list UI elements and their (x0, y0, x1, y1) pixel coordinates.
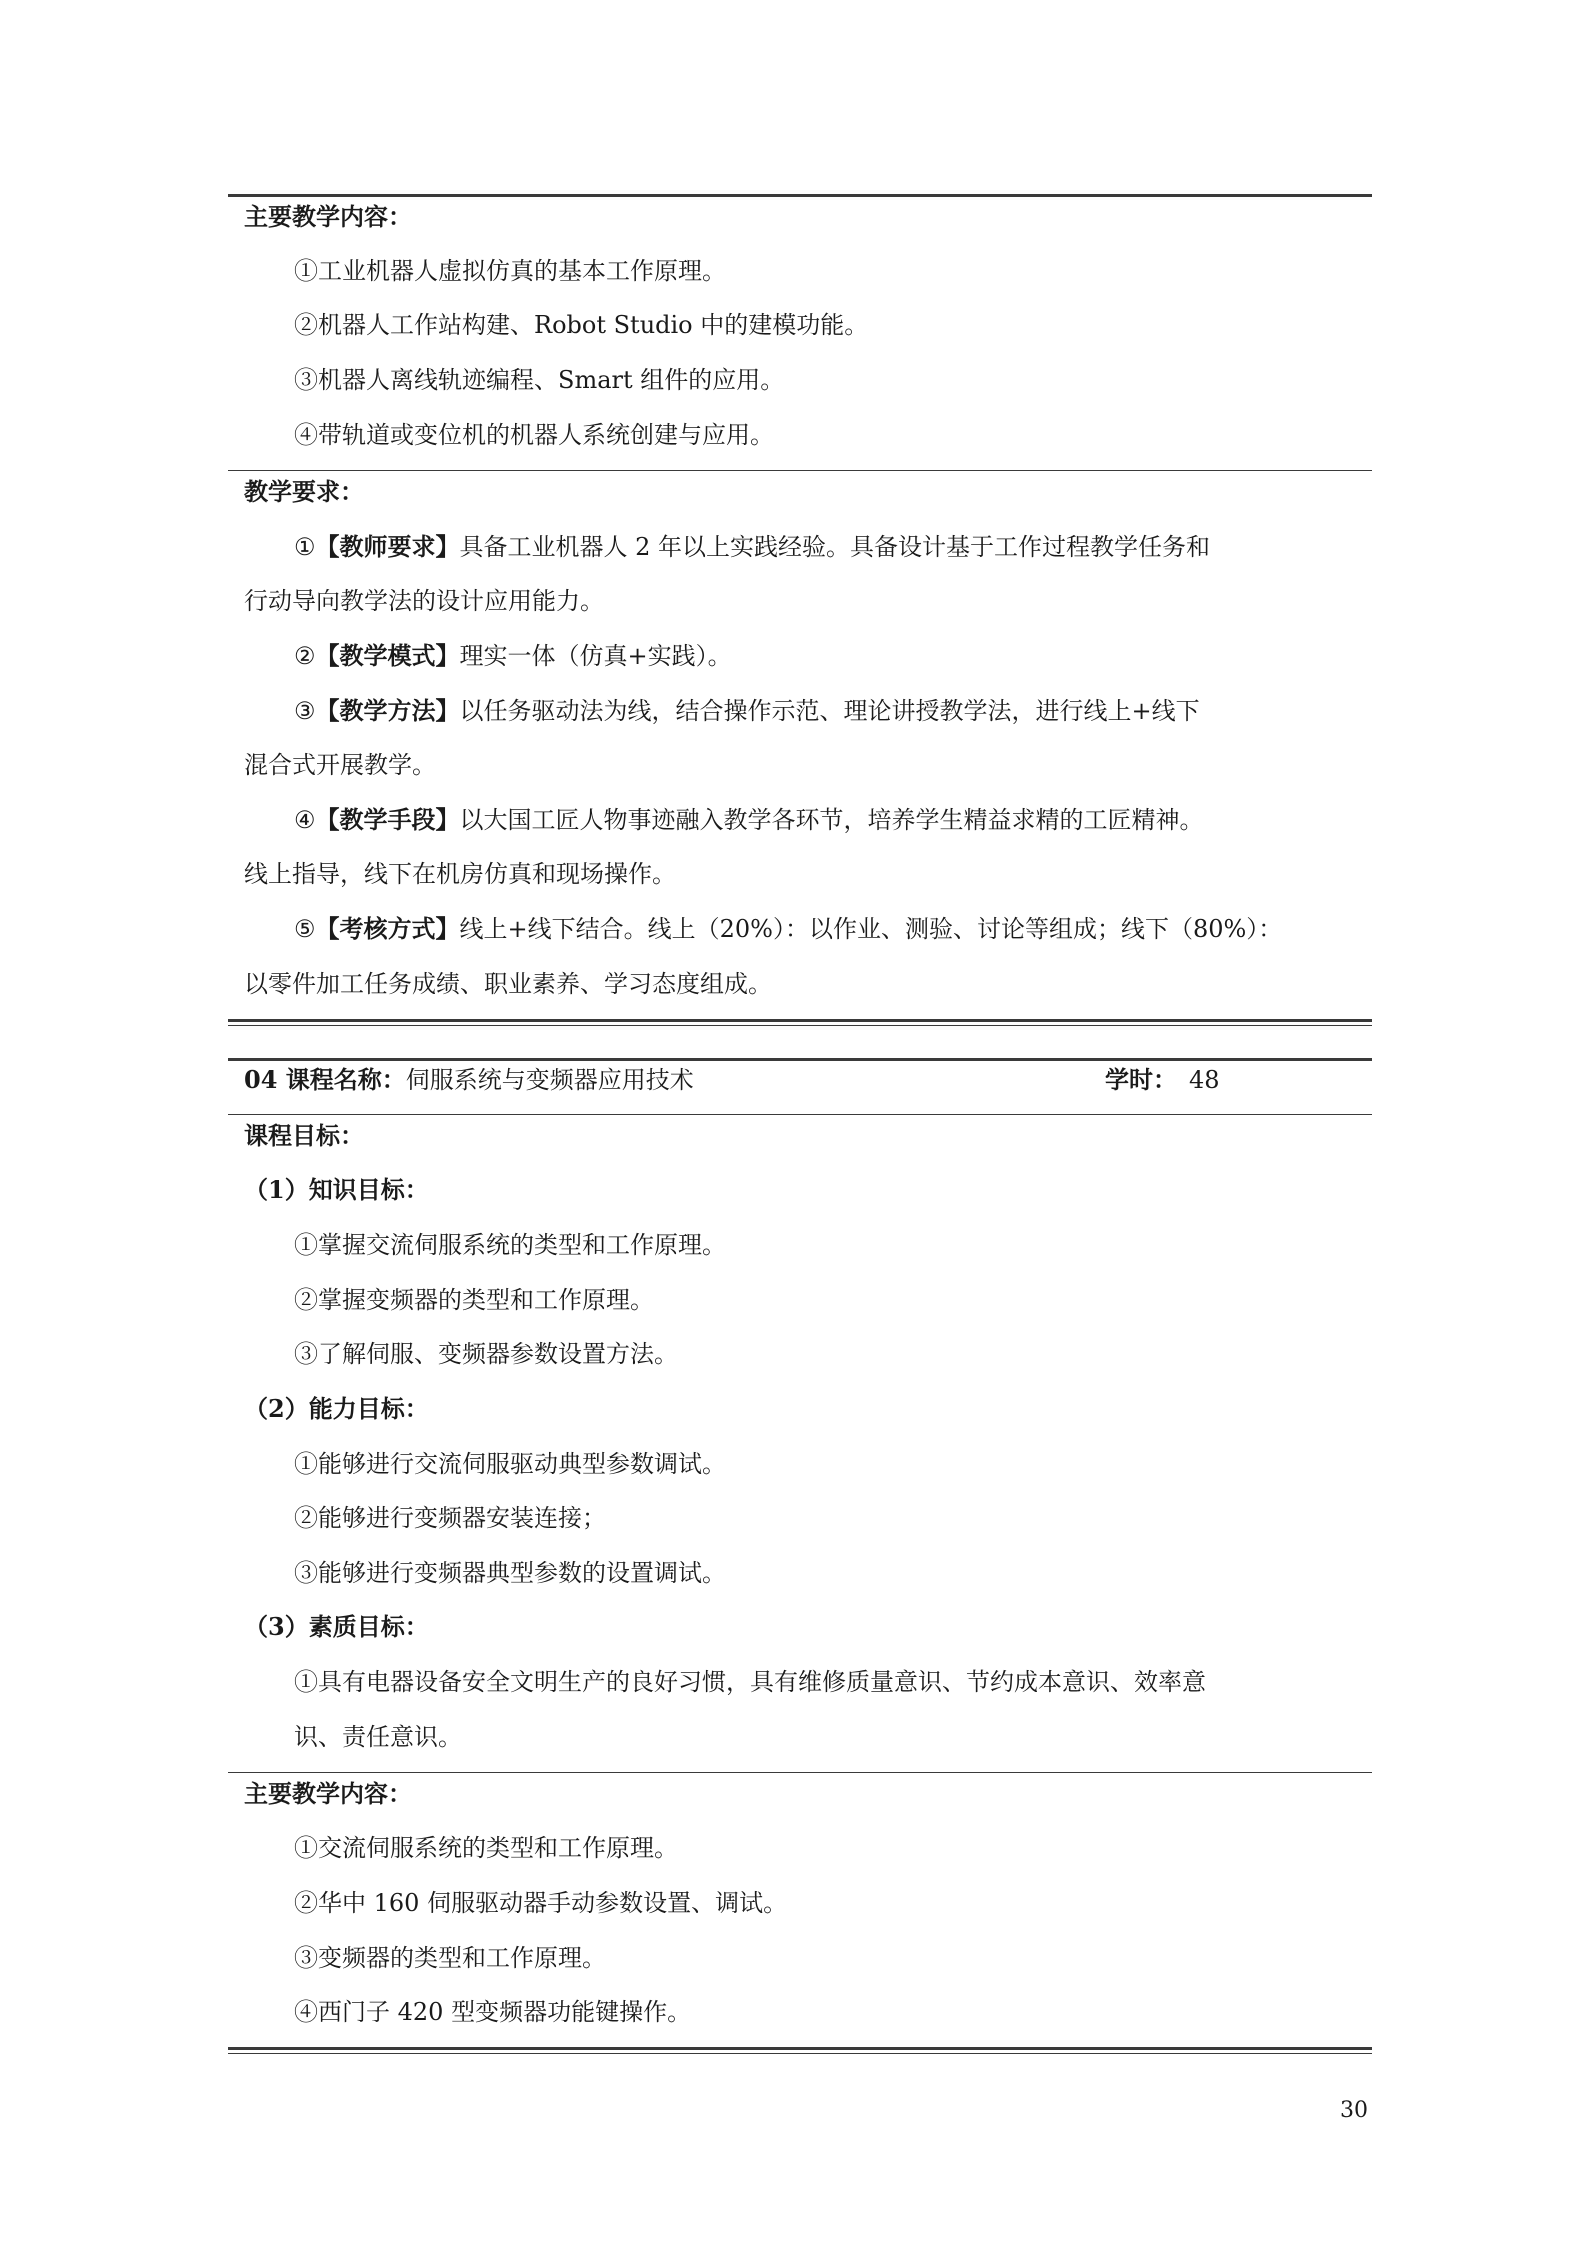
requirement-prefix: ④ (294, 806, 316, 834)
course-hours (1105, 1063, 1220, 1097)
quality-heading: （3）素质目标： (244, 1612, 429, 1641)
content-heading: 主要教学内容： (244, 1779, 412, 1808)
requirement-item (294, 912, 1282, 946)
requirement-continuation: 以零件加工任务成绩、职业素养、学习态度组成。 (244, 970, 772, 998)
section-divider (228, 1772, 1372, 1773)
hours-label: 学时： (1105, 1065, 1177, 1094)
content-item: ②华中 160 伺服驱动器手动参数设置、调试。 (294, 1889, 788, 1917)
requirement-tag: 【教学模式】 (315, 641, 460, 670)
content-item: ①工业机器人虚拟仿真的基本工作原理。 (294, 257, 726, 285)
requirement-item (294, 639, 732, 673)
requirement-tag: 【考核方式】 (315, 914, 460, 943)
page-number: 30 (1340, 2098, 1368, 2123)
requirement-text: 具备工业机器人 2 年以上实践经验。具备设计基于工作过程教学任务和 (459, 533, 1211, 561)
table-bottom-rule (228, 2047, 1372, 2054)
hours-value: 48 (1189, 1066, 1220, 1094)
course-table-top-rule (228, 1058, 1372, 1061)
requirement-prefix: ② (294, 642, 316, 670)
quality-item-continuation: 识、责任意识。 (294, 1723, 462, 1751)
requirement-continuation: 行动导向教学法的设计应用能力。 (244, 587, 604, 615)
ability-item: ①能够进行交流伺服驱动典型参数调试。 (294, 1450, 726, 1478)
knowledge-item: ①掌握交流伺服系统的类型和工作原理。 (294, 1231, 726, 1259)
content-item: ④西门子 420 型变频器功能键操作。 (294, 1998, 692, 2026)
ability-item: ③能够进行变频器典型参数的设置调试。 (294, 1559, 726, 1587)
requirement-prefix: ① (294, 533, 316, 561)
section-divider (228, 1114, 1372, 1115)
requirement-text: 线上+线下结合。线上（20%）：以作业、测验、讨论等组成；线下（80%）： (459, 915, 1283, 943)
goals-heading: 课程目标： (244, 1121, 364, 1150)
requirement-item (294, 530, 1210, 564)
table-bottom-rule (228, 1019, 1372, 1026)
quality-item: ①具有电器设备安全文明生产的良好习惯，具有维修质量意识、节约成本意识、效率意 (294, 1668, 1206, 1696)
requirement-item (294, 694, 1200, 728)
knowledge-item: ③了解伺服、变频器参数设置方法。 (294, 1340, 678, 1368)
knowledge-item: ②掌握变频器的类型和工作原理。 (294, 1286, 654, 1314)
ability-heading: （2）能力目标： (244, 1394, 429, 1423)
course-name-value: 伺服系统与变频器应用技术 (405, 1066, 694, 1094)
requirements-heading: 教学要求： (244, 477, 364, 506)
content-item: ②机器人工作站构建、Robot Studio 中的建模功能。 (294, 311, 869, 339)
requirement-continuation: 混合式开展教学。 (244, 751, 436, 779)
requirement-text: 以大国工匠人物事迹融入教学各环节，培养学生精益求精的工匠精神。 (459, 806, 1204, 834)
course-name-label: 04 课程名称： (244, 1065, 406, 1094)
content-item: ③变频器的类型和工作原理。 (294, 1944, 606, 1972)
requirement-text: 以任务驱动法为线，结合操作示范、理论讲授教学法，进行线上+线下 (459, 697, 1200, 725)
content-heading: 主要教学内容： (244, 202, 412, 231)
content-item: ④带轨道或变位机的机器人系统创建与应用。 (294, 421, 774, 449)
requirement-tag: 【教师要求】 (315, 532, 460, 561)
requirement-item (294, 803, 1204, 837)
content-item: ③机器人离线轨迹编程、Smart 组件的应用。 (294, 366, 785, 394)
requirement-continuation: 线上指导，线下在机房仿真和现场操作。 (244, 860, 676, 888)
top-rule (228, 194, 1372, 197)
requirement-tag: 【教学方法】 (315, 696, 460, 725)
requirement-text: 理实一体（仿真+实践）。 (459, 642, 732, 670)
section-divider (228, 470, 1372, 471)
ability-item: ②能够进行变频器安装连接； (294, 1504, 606, 1532)
requirement-prefix: ⑤ (294, 915, 316, 943)
content-item: ①交流伺服系统的类型和工作原理。 (294, 1834, 678, 1862)
knowledge-heading: （1）知识目标： (244, 1175, 429, 1204)
course-name (244, 1063, 694, 1097)
requirement-tag: 【教学手段】 (315, 805, 460, 834)
requirement-prefix: ③ (294, 697, 316, 725)
